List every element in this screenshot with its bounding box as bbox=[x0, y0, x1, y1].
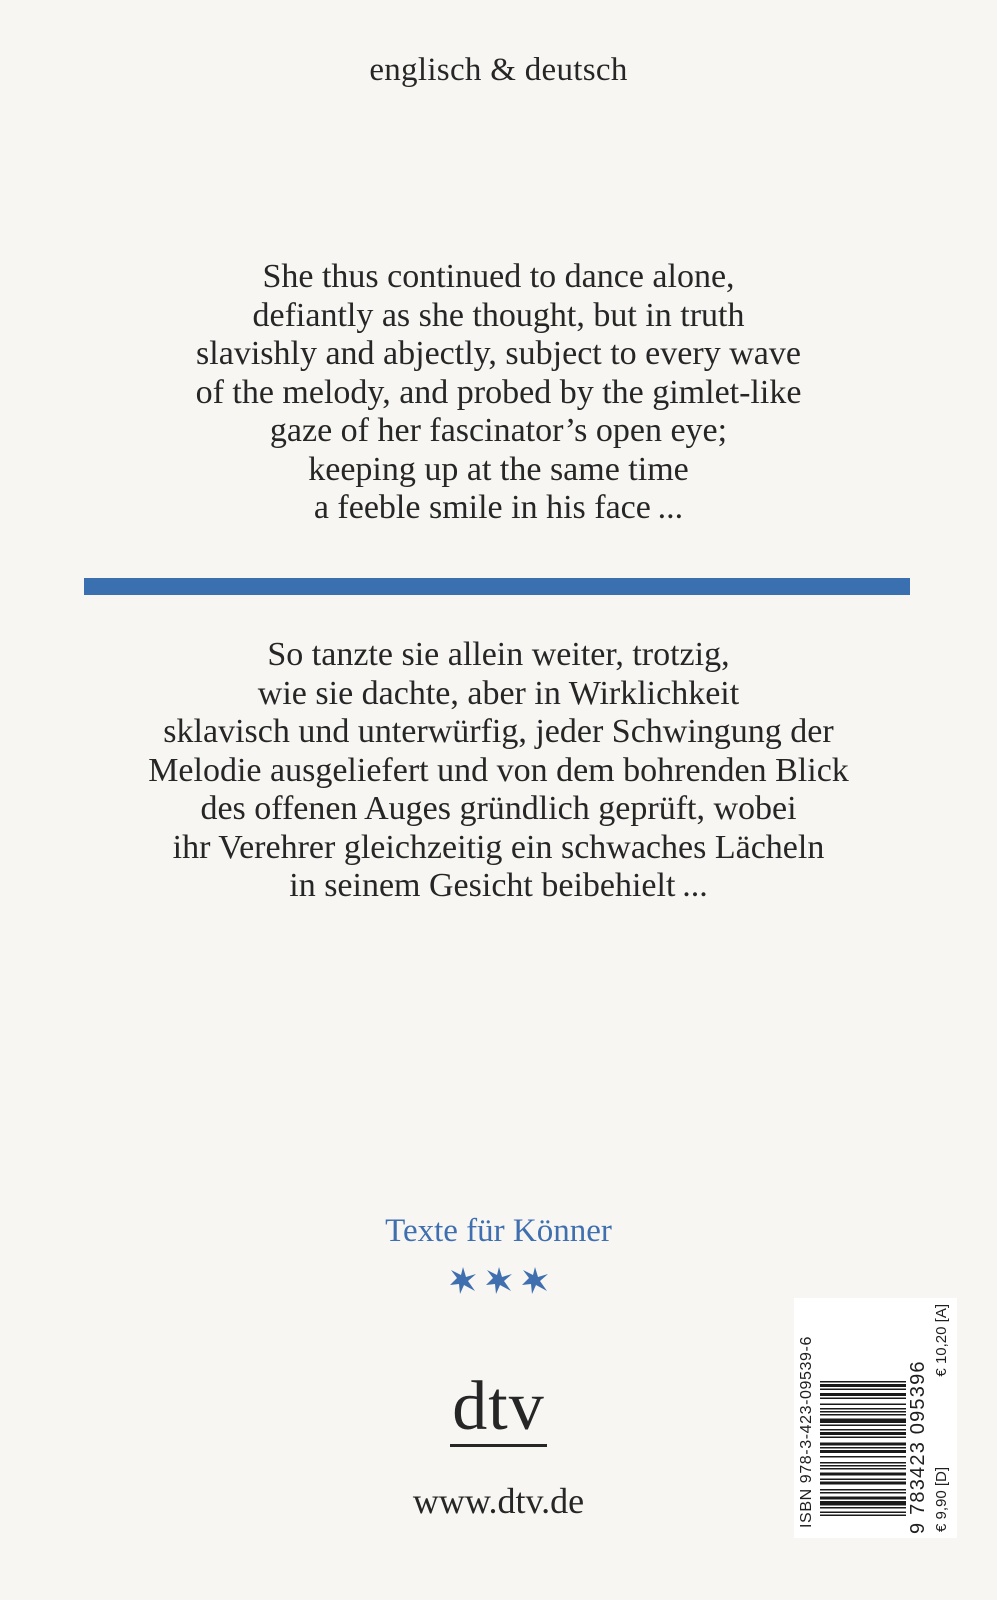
price-germany: € 9,90 [D] bbox=[933, 1466, 950, 1532]
quote-line: a feeble smile in his face ... bbox=[313, 489, 684, 526]
quote-line: keeping up at the same time bbox=[308, 450, 689, 488]
quote-line: Melodie ausgeliefert und von dem bohrenden Blick bbox=[148, 751, 849, 789]
barcode-icon bbox=[820, 1318, 906, 1518]
blue-divider-rule bbox=[84, 578, 910, 595]
quote-line: in seinem Gesicht beibehielt ... bbox=[289, 867, 708, 904]
publisher-url: www.dtv.de bbox=[412, 1481, 585, 1521]
star-icon bbox=[448, 1265, 478, 1295]
difficulty-stars bbox=[0, 1265, 997, 1295]
price-austria: € 10,20 [A] bbox=[933, 1304, 950, 1377]
english-quote bbox=[0, 258, 997, 528]
quote-line: ihr Verehrer gleichzeitig ein schwaches Lächeln bbox=[172, 828, 825, 866]
barcode-digits: 9 783423 095396 bbox=[907, 1360, 929, 1534]
quote-line: sklavisch und unterwürfig, jeder Schwingung der bbox=[163, 713, 834, 750]
star-icon bbox=[520, 1265, 550, 1295]
quote-line: of the melody, and probed by the gimlet-like bbox=[195, 373, 802, 411]
quote-line: des offenen Auges gründlich geprüft, wobei bbox=[200, 790, 797, 827]
quote-line: wie sie dachte, aber in Wirklichkeit bbox=[257, 674, 740, 712]
publisher-logo-text: dtv bbox=[452, 1368, 545, 1445]
language-label: englisch & deutsch bbox=[369, 52, 628, 88]
series-label: Texte für Könner bbox=[385, 1213, 612, 1249]
star-icon bbox=[484, 1265, 514, 1295]
quote-line: gaze of her fascinator’s open eye; bbox=[269, 412, 728, 449]
price-line bbox=[933, 1304, 950, 1532]
quote-line: slavishly and abjectly, subject to every wave bbox=[196, 335, 801, 372]
quote-line: defiantly as she thought, but in truth bbox=[252, 296, 745, 334]
isbn-number: ISBN 978-3-423-09539-6 bbox=[798, 1336, 815, 1528]
quote-line: She thus continued to dance alone, bbox=[262, 258, 735, 295]
barcode-panel bbox=[794, 1298, 957, 1538]
german-quote bbox=[0, 636, 997, 906]
quote-line: So tanzte sie allein weiter, trotzig, bbox=[267, 636, 730, 673]
